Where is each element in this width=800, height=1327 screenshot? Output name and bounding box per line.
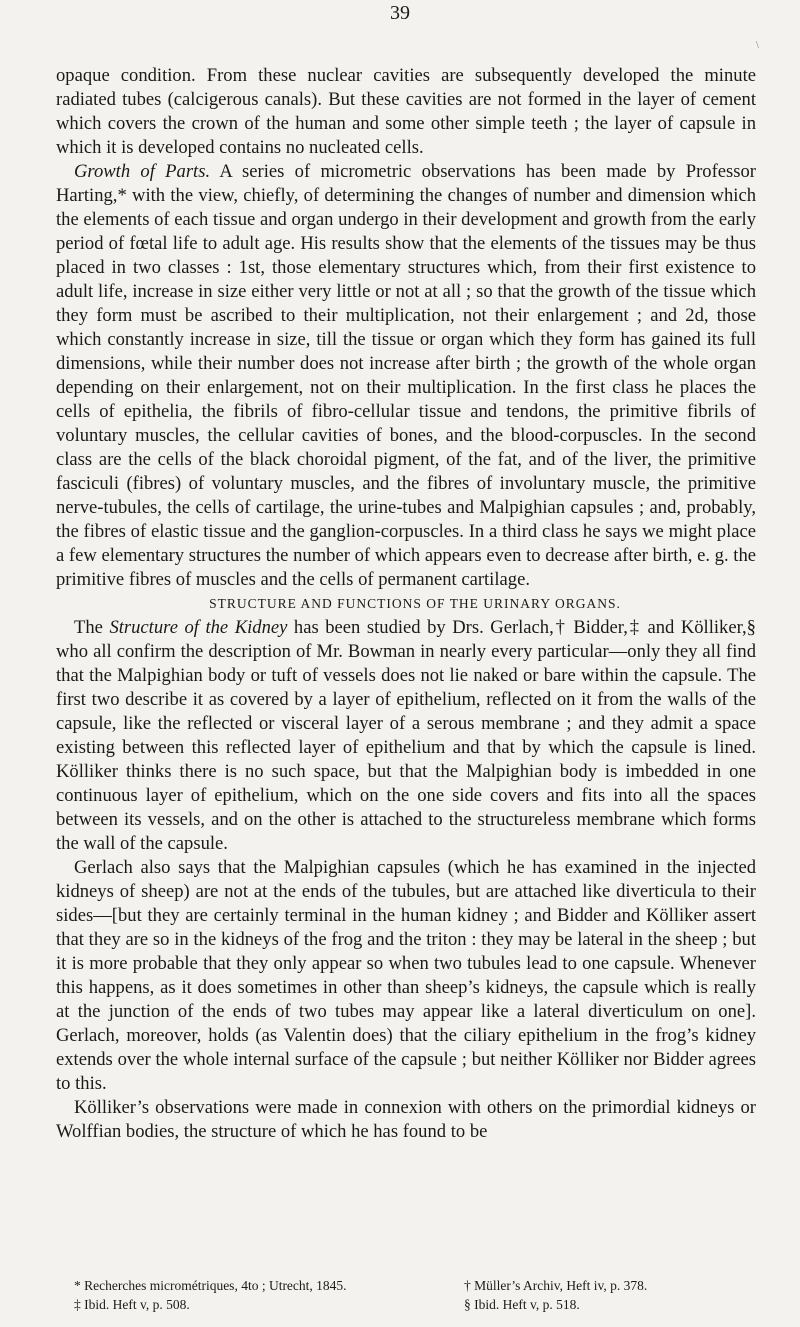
footnote-harting: * Recherches micrométriques, 4to ; Utrecht, 1845.	[74, 1278, 347, 1293]
paragraph-growth-text: A series of micrometric observations has been made by Professor Harting,* with the view, chiefly, of determining the changes of number and dimension which the elements of each tissue and organ undergo in their development and growth from the early period of fœtal life to adult age. His results show that the elements of the tissues may be thus placed in two classes : 1st, those elementary structures which, from their first existence to adult life, increase in size either very little or not at all ; so that the growth of the tissue which they form must be ascribed to their multiplication, not their enlargement ; and 2d, those which constantly increase in size, till the tissue or organ which they form has gained its full dimensions, while their number does not increase after birth ; the growth of the whole organ depending on their enlargement, not on their multiplication. In the first class he places the cells of epithelia, the fibrils of fibro-cellular tissue and tendons, the primitive fibrils of voluntary muscles, the cellular cavities of bones, and the blood-corpuscles. In the second class are the cells of the black choroidal pigment, of the fat, and of the liver, the primitive fasciculi (fibres) of voluntary muscles, and the fibres of involuntary muscle, the primitive nerve-tubules, the cells of cartilage, the urine-tubes and Malpighian capsules ; and, probably, the fibres of elastic tissue and the ganglion-corpuscles. In a third class he says we might place a few elementary structures the number of which appears even to decrease after birth, e. g. the primitive fibres of muscles and the cells of permanent cartilage.	[56, 161, 756, 590]
run-in-heading-kidney: Structure of the Kidney	[109, 617, 288, 638]
paragraph-gerlach: Gerlach also says that the Malpighian capsules (which he has examined in the injected kidneys of sheep) are not at the ends of the tubules, but are attached like diverticula to their sides—[but they are certainly terminal in the human kidney ; and Bidder and Kölliker assert that they are so in the kidneys of the frog and the triton : they may be lateral in the sheep ; but it is more probable that they only appear so when two tubules lead to one capsule. Whenever this happens, as it does sometimes in other than sheep’s kidneys, the capsule which is really at the junction of the ends of two tubes may appear like a lateral diverticulum on one]. Gerlach, moreover, holds (as Valentin does) that the ciliary epithelium in the frog’s kidney extends over the whole internal surface of the capsule ; but neither Kölliker nor Bidder agrees to this.	[56, 857, 756, 1094]
footnote-row	[74, 1276, 764, 1295]
run-in-heading-growth: Growth of Parts.	[74, 161, 211, 182]
footnote-gerlach: † Müller’s Archiv, Heft iv, p. 378.	[464, 1278, 648, 1293]
corner-mark: \	[756, 40, 759, 51]
footnote-row	[74, 1295, 764, 1314]
paragraph-kolliker: Kölliker’s observations were made in connexion with others on the primordial kidneys or Wolffian bodies, the structure of which he has found to be	[56, 1097, 756, 1142]
paragraph-growth-of-parts	[56, 160, 756, 592]
footnotes	[74, 1276, 764, 1314]
paragraph-kidney-text: has been studied by Drs. Gerlach,† Bidder,‡ and Kölliker,§ who all confirm the description of Mr. Bowman in nearly every particular—only they all find that the Malpighian body or tuft of vessels does not lie naked or bare within the capsule. The first two describe it as covered by a layer of epithelium, reflected on it from the walls of the capsule, like the reflected or visceral layer of a serous membrane ; and they admit a space existing between this reflected layer of epithelium and that by which the capsule is lined. Kölliker thinks there is no such space, but that the Malpighian body is imbedded in one continuous layer of epithelium, which on the one side covers and fits into all the spaces between its vessels, and on the other is attached to the structureless membrane which forms the wall of the capsule.	[56, 617, 756, 854]
body-text	[56, 64, 756, 1144]
footnote-bidder: ‡ Ibid. Heft v, p. 508.	[74, 1297, 190, 1312]
section-heading: STRUCTURE AND FUNCTIONS OF THE URINARY ORGANS.	[209, 596, 621, 611]
page-number: 39	[390, 2, 410, 24]
paragraph-calcigerous: opaque condition. From these nuclear cavities are subsequently developed the minute radiated tubes (calcigerous canals). But these cavities are not formed in the layer of cement which covers the crown of the human and some other simple teeth ; the layer of capsule in which it is developed contains no nucleated cells.	[56, 65, 756, 158]
paragraph-kidney-pre: The	[74, 617, 110, 638]
paragraph-kidney-structure	[56, 616, 756, 856]
footnote-kolliker: § Ibid. Heft v, p. 518.	[464, 1297, 580, 1312]
